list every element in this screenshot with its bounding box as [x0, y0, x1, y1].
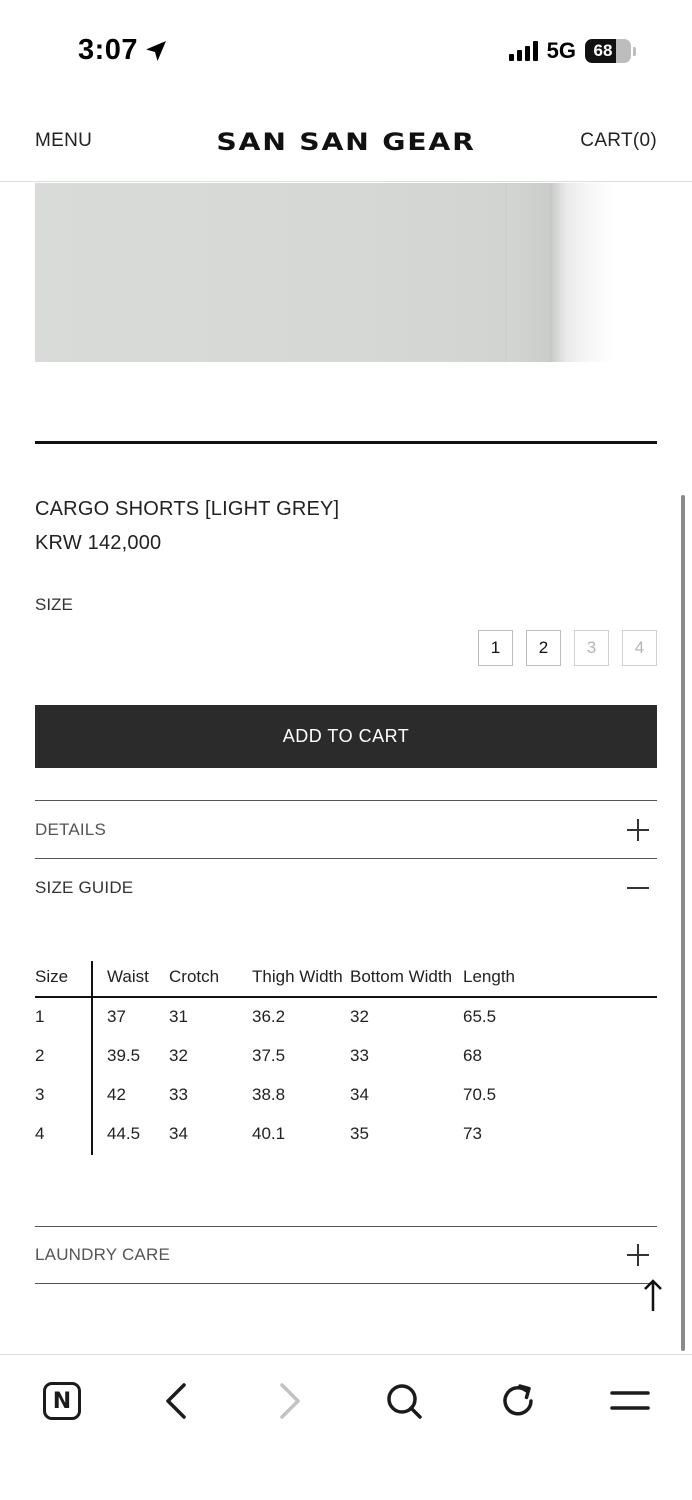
add-to-cart-button[interactable]: ADD TO CART — [35, 705, 657, 768]
size-label: SIZE — [35, 595, 73, 614]
naver-home-icon[interactable] — [38, 1377, 86, 1425]
forward-icon[interactable] — [266, 1377, 314, 1425]
details-accordion[interactable] — [35, 800, 657, 858]
table-cell: 32 — [169, 1046, 188, 1065]
table-cell: 34 — [169, 1124, 188, 1143]
product-image-seam — [505, 183, 507, 362]
battery-nub — [633, 47, 636, 56]
status-bar — [0, 0, 692, 100]
table-cell: 33 — [350, 1046, 369, 1065]
table-header-row — [35, 958, 657, 998]
site-header — [0, 100, 692, 182]
table-cell: 31 — [169, 1007, 188, 1026]
cart-button[interactable]: CART(0) — [580, 130, 657, 151]
size-guide-accordion[interactable] — [35, 858, 657, 916]
size-guide-label: SIZE GUIDE — [35, 877, 134, 897]
product-image — [35, 183, 615, 362]
network-type: 5G — [546, 38, 576, 63]
table-cell: 4 — [35, 1124, 45, 1143]
page-scrollbar[interactable] — [681, 495, 685, 1351]
size-option-1[interactable]: 1 — [478, 630, 513, 666]
clock-text: 3:07 — [78, 34, 139, 66]
table-row — [35, 1076, 657, 1115]
table-cell: 33 — [169, 1085, 188, 1104]
table-cell: 37 — [107, 1007, 126, 1026]
table-cell: 44.5 — [107, 1124, 141, 1143]
table-cell: 32 — [350, 1007, 369, 1026]
back-icon[interactable] — [152, 1377, 200, 1425]
table-cell: 34 — [350, 1085, 369, 1104]
table-cell: 2 — [35, 1046, 45, 1065]
details-label: DETAILS — [35, 819, 106, 839]
table-cell: 73 — [463, 1124, 482, 1143]
battery-icon — [585, 39, 631, 63]
product-price: KRW 142,000 — [35, 532, 162, 554]
table-header-cell: Crotch — [169, 967, 220, 986]
expand-plus-icon[interactable] — [627, 819, 649, 841]
battery-percent: 68 — [593, 41, 613, 60]
product-image-edge — [550, 183, 615, 362]
menu-icon[interactable] — [606, 1377, 654, 1425]
status-indicators — [509, 38, 636, 64]
status-time — [78, 34, 168, 67]
section-divider — [35, 441, 657, 444]
table-cell: 37.5 — [252, 1046, 286, 1065]
size-guide-table — [35, 958, 657, 1154]
table-cell: 38.8 — [252, 1085, 286, 1104]
refresh-icon[interactable] — [494, 1377, 542, 1425]
size-selector — [478, 630, 657, 666]
table-row — [35, 1115, 657, 1154]
table-row — [35, 998, 657, 1037]
scroll-to-top-arrow-icon[interactable] — [641, 1278, 665, 1312]
table-cell: 65.5 — [463, 1007, 497, 1026]
table-header-cell: Length — [463, 967, 515, 986]
table-cell: 35 — [350, 1124, 369, 1143]
product-image-fabric — [35, 183, 557, 362]
location-arrow-icon — [144, 39, 168, 63]
size-option-2[interactable]: 2 — [526, 630, 561, 666]
table-header-cell: Waist — [107, 967, 149, 986]
cellular-signal-icon — [509, 41, 538, 61]
laundry-care-label: LAUNDRY CARE — [35, 1245, 170, 1264]
table-header-cell: Thigh Width — [252, 967, 343, 986]
product-name: CARGO SHORTS [LIGHT GREY] — [35, 498, 340, 520]
laundry-care-accordion[interactable] — [35, 1226, 657, 1284]
brand-logo[interactable]: SAN SAN GEAR — [216, 128, 476, 156]
table-header-cell: Bottom Width — [350, 967, 453, 986]
menu-button[interactable]: MENU — [35, 130, 93, 151]
table-cell: 1 — [35, 1007, 45, 1026]
size-option-3[interactable]: 3 — [574, 630, 609, 666]
expand-plus-icon[interactable] — [627, 1244, 649, 1266]
size-option-4[interactable]: 4 — [622, 630, 657, 666]
table-header-cell: Size — [35, 967, 69, 986]
naver-logo: N — [43, 1382, 81, 1420]
table-cell: 3 — [35, 1085, 45, 1104]
table-cell: 68 — [463, 1046, 482, 1065]
table-row — [35, 1037, 657, 1076]
table-cell: 42 — [107, 1085, 126, 1104]
table-cell: 70.5 — [463, 1085, 497, 1104]
table-cell: 36.2 — [252, 1007, 286, 1026]
table-cell: 40.1 — [252, 1124, 286, 1143]
table-cell: 39.5 — [107, 1046, 141, 1065]
browser-toolbar — [0, 1354, 692, 1500]
search-icon[interactable] — [380, 1377, 428, 1425]
collapse-minus-icon[interactable] — [627, 877, 649, 899]
